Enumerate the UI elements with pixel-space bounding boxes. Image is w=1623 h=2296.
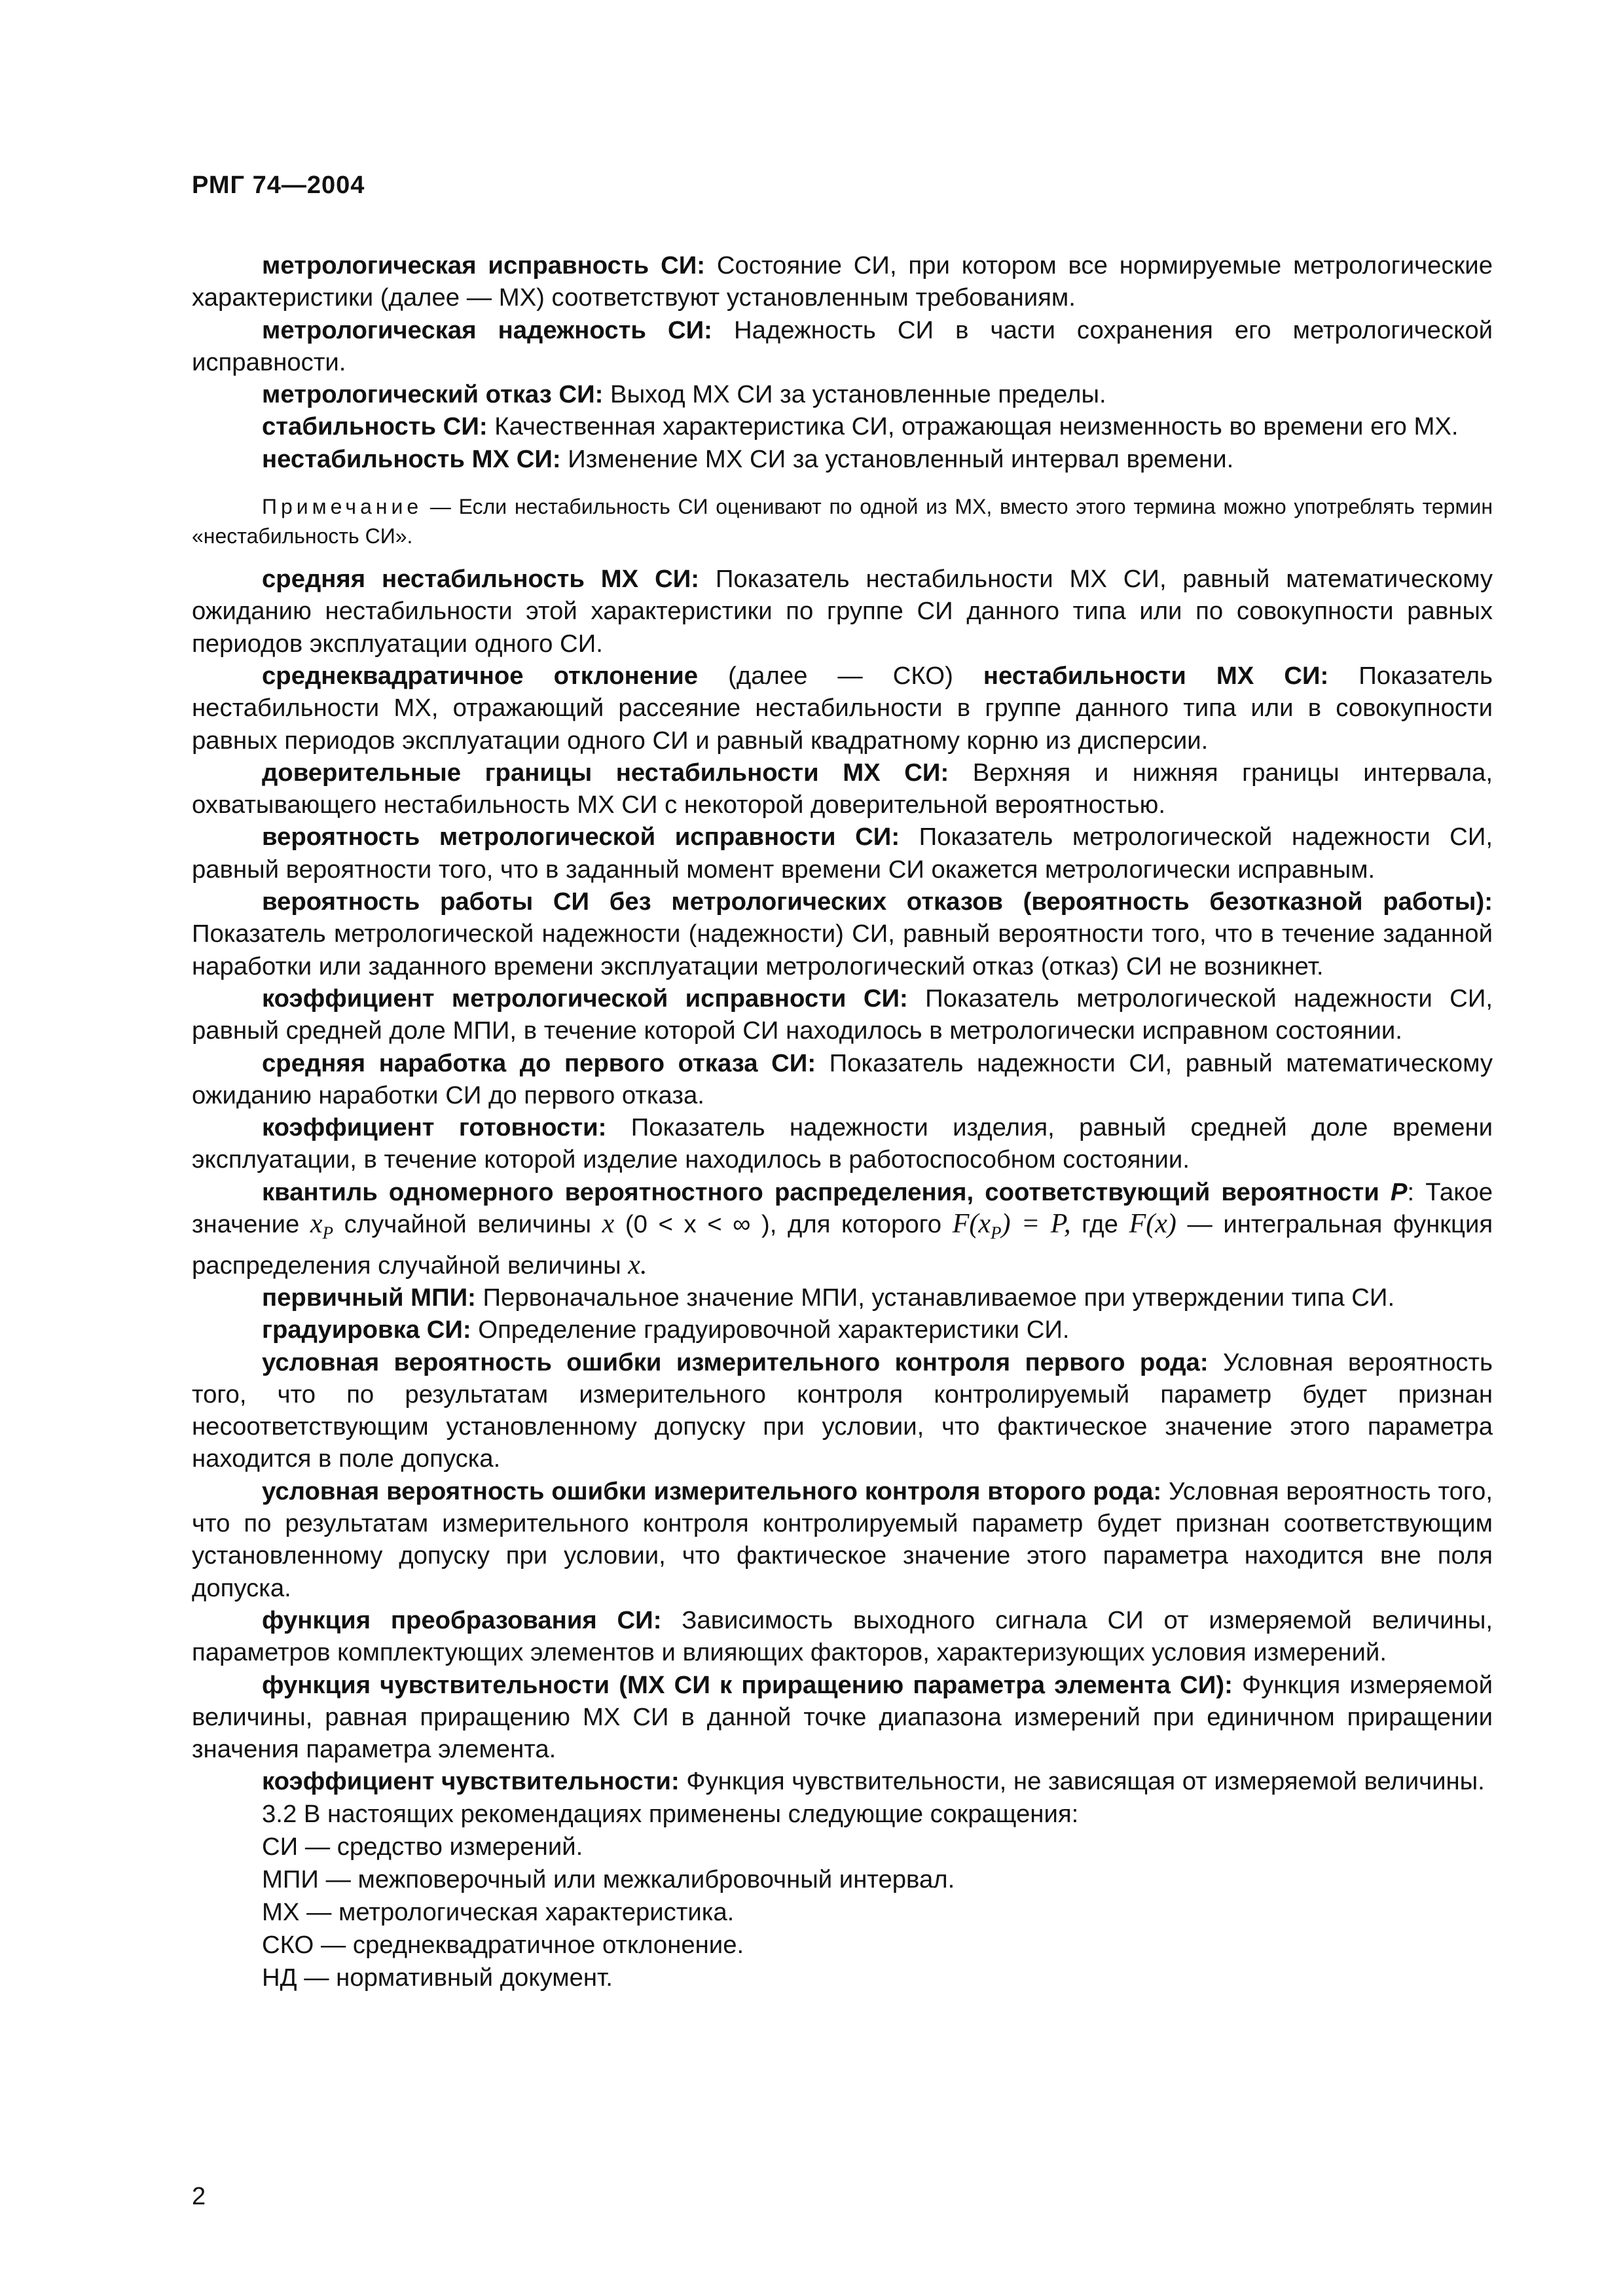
term-text: Выход МХ СИ за установленные пределы. (610, 380, 1106, 409)
term-text: Показатель нестабильности МХ, отражающий рассеяние нестабильности в группе данного типа или в совокупности равных периодов эксплуатации одного СИ и равный квадратному корню из дисперсии. (192, 661, 1493, 755)
term-text: Показатель надежности изделия, равный средней доле времени эксплуатации, в течение которой изделие находилось в работоспособном состоянии. (192, 1113, 1493, 1174)
term-text: Показатель метрологической надежности СИ, равный средней доле МПИ, в течение которой СИ находилось в метрологически исправном состоянии. (192, 984, 1493, 1045)
term-name: первичный МПИ: (262, 1283, 476, 1312)
term-definition (192, 757, 1493, 821)
quantile-text: для которого (788, 1210, 942, 1239)
term-definition (192, 1047, 1493, 1112)
math-eq-part: ) = P, (1001, 1209, 1071, 1240)
term-definition-quantile: квантиль одномерного вероятностного распределения, соответствующий вероятности P: Такое значение $x_P$ случайной величины x (0 < x < ∞ ), для которого $F(x_P) = P$, где F(x) — интегральная функция распределения случайной величины x. (192, 1177, 1493, 1280)
term-name: функция чувствительности (МХ СИ к приращению параметра элемента СИ): (262, 1670, 1233, 1699)
term-definition (192, 821, 1493, 886)
abbreviation-item: СИ — средство измерений. (262, 1832, 583, 1861)
abbreviation-item: НД — нормативный документ. (262, 1963, 613, 1992)
term-name: нестабильность МХ СИ: (262, 444, 561, 473)
term-text: Условная вероятность того, что по результатам измерительного контроля контролируемый параметр будет признан несоответствующим установленному допуску при условии, что фактическое значение этого параметра находится в поле допуска. (192, 1348, 1493, 1473)
term-text: Состояние СИ, при котором все нормируемые метрологические характеристики (далее — МХ) соответствуют установленным требованиям. (192, 251, 1493, 312)
term-definition (192, 1346, 1493, 1475)
term-text: Определение градуировочной характеристики СИ. (478, 1316, 1070, 1344)
term-definition (192, 443, 1493, 475)
term-definition (192, 1111, 1493, 1176)
term-name: коэффициент метрологической исправности СИ: (262, 984, 908, 1013)
term-text: Изменение МХ СИ за установленный интервал времени. (568, 444, 1234, 473)
term-definition (192, 410, 1493, 442)
term-name: функция преобразования СИ: (262, 1605, 662, 1634)
quantile-text: — интегральная функция распределения случайной величины (192, 1210, 1493, 1280)
term-definition (192, 378, 1493, 410)
term-definition-sko (192, 660, 1493, 757)
note-label: Примечание (262, 495, 423, 519)
math-eq-part: F(x (952, 1209, 991, 1240)
math-equation (952, 1209, 1071, 1243)
term-definition (192, 886, 1493, 982)
term-name: стабильность СИ: (262, 412, 488, 441)
term-name: условная вероятность ошибки измерительного контроля первого рода: (262, 1348, 1209, 1376)
term-name: градуировка СИ: (262, 1316, 471, 1344)
math-sub: P (991, 1223, 1002, 1243)
term-definition (192, 314, 1493, 379)
math-fx: F(x) (1129, 1209, 1176, 1240)
math-var-p: P (1390, 1177, 1408, 1206)
term-name: доверительные границы нестабильности МХ СИ: (262, 758, 949, 787)
term-name: условная вероятность ошибки измерительного контроля второго рода: (262, 1477, 1162, 1505)
term-text: Функция измеряемой величины, равная приращению МХ СИ в данной точке диапазона измерений при единичном приращении значения параметра элемента. (192, 1670, 1493, 1764)
term-text: Показатель надежности СИ, равный математическому ожиданию наработки СИ до первого отказа. (192, 1049, 1493, 1109)
term-name: метрологический отказ СИ: (262, 380, 604, 409)
term-text: Первоначальное значение МПИ, устанавливаемое при утверждении типа СИ. (483, 1283, 1395, 1312)
term-definition (192, 1282, 1493, 1314)
page-number: 2 (192, 2183, 206, 2210)
term-text: Верхняя и нижняя границы интервала, охватывающего нестабильность МХ СИ с некоторой доверительной вероятностью. (192, 758, 1493, 819)
term-name: вероятность метрологической исправности СИ: (262, 823, 900, 852)
math-xp (310, 1209, 334, 1243)
term-text: Качественная характеристика СИ, отражающая неизменность во времени его МХ. (494, 412, 1459, 441)
term-text: Функция чувствительности, не зависящая от измеряемой величины. (686, 1767, 1485, 1796)
abbreviation-item: МХ — метрологическая характеристика. (262, 1897, 735, 1926)
term-name: нестабильности МХ СИ: (983, 661, 1329, 690)
quantile-text: случайной величины (344, 1210, 592, 1239)
term-name: коэффициент чувствительности: (262, 1767, 680, 1796)
term-name: средняя нестабильность МХ СИ: (262, 565, 700, 594)
term-name: среднеквадратичное отклонение (262, 661, 699, 690)
term-definition (192, 1475, 1493, 1604)
term-name: метрологическая надежность СИ: (262, 315, 712, 344)
term-definition (192, 1314, 1493, 1346)
math-range: (0 < x < ∞ ), (625, 1210, 777, 1239)
term-definition (192, 563, 1493, 660)
term-text: Условная вероятность того, что по результатам измерительного контроля контролируемый параметр будет признан соответствующим установленному допуску при условии, что фактическое значение этого параметра находится вне поля допуска. (192, 1477, 1493, 1602)
term-name: коэффициент готовности: (262, 1113, 607, 1142)
term-definition (192, 1669, 1493, 1766)
math-sub: P (322, 1223, 334, 1243)
abbreviations-intro: 3.2 В настоящих рекомендациях применены следующие сокращения: (262, 1799, 1079, 1828)
abbreviation-item: СКО — среднеквадратичное отклонение. (262, 1930, 744, 1959)
abbreviation-item: МПИ — межповерочный или межкалибровочный интервал. (262, 1865, 955, 1893)
note-text: — Если нестабильность СИ оценивают по одной из МХ, вместо этого термина можно употреблять термин «нестабильность СИ». (192, 495, 1493, 548)
term-text: Показатель нестабильности МХ СИ, равный математическому ожиданию нестабильности этой характеристики по группе СИ данного типа или по совокупности равных периодов эксплуатации одного СИ. (192, 565, 1493, 658)
term-definition (192, 982, 1493, 1047)
math-x: x. (628, 1249, 647, 1280)
term-name: средняя наработка до первого отказа СИ: (262, 1049, 816, 1077)
term-definition (192, 1765, 1493, 1797)
note (192, 492, 1493, 551)
term-name: метрологическая исправность СИ: (262, 251, 705, 279)
term-name: квантиль одномерного вероятностного распределения, соответствующий вероятности (262, 1177, 1379, 1206)
term-text: Показатель метрологической надежности (надежности) СИ, равный вероятности того, что в течение заданной наработки или заданного времени эксплуатации метрологический отказ (отказ) СИ не возникнет. (192, 920, 1493, 980)
math-x: x (602, 1209, 615, 1240)
quantile-text: где (1082, 1210, 1118, 1239)
term-definition (192, 249, 1493, 314)
term-text: Зависимость выходного сигнала СИ от измеряемой величины, параметров комплектующих элементов и влияющих факторов, характеризующих условия измерений. (192, 1605, 1493, 1667)
document-code-header: РМГ 74—2004 (192, 171, 365, 199)
math-x: x (310, 1209, 323, 1240)
term-name: вероятность работы СИ без метрологических отказов (вероятность безотказной работы): (262, 888, 1493, 916)
term-definition (192, 1604, 1493, 1669)
term-text: Показатель метрологической надежности СИ, равный вероятности того, что в заданный момент времени СИ окажется метрологически исправным. (192, 823, 1493, 884)
term-abbrev-note: (далее — СКО) (728, 661, 953, 690)
quantile-text: Такое значение (192, 1177, 1493, 1239)
term-text: Надежность СИ в части сохранения его метрологической исправности. (192, 315, 1493, 376)
document-page (192, 171, 1493, 2214)
